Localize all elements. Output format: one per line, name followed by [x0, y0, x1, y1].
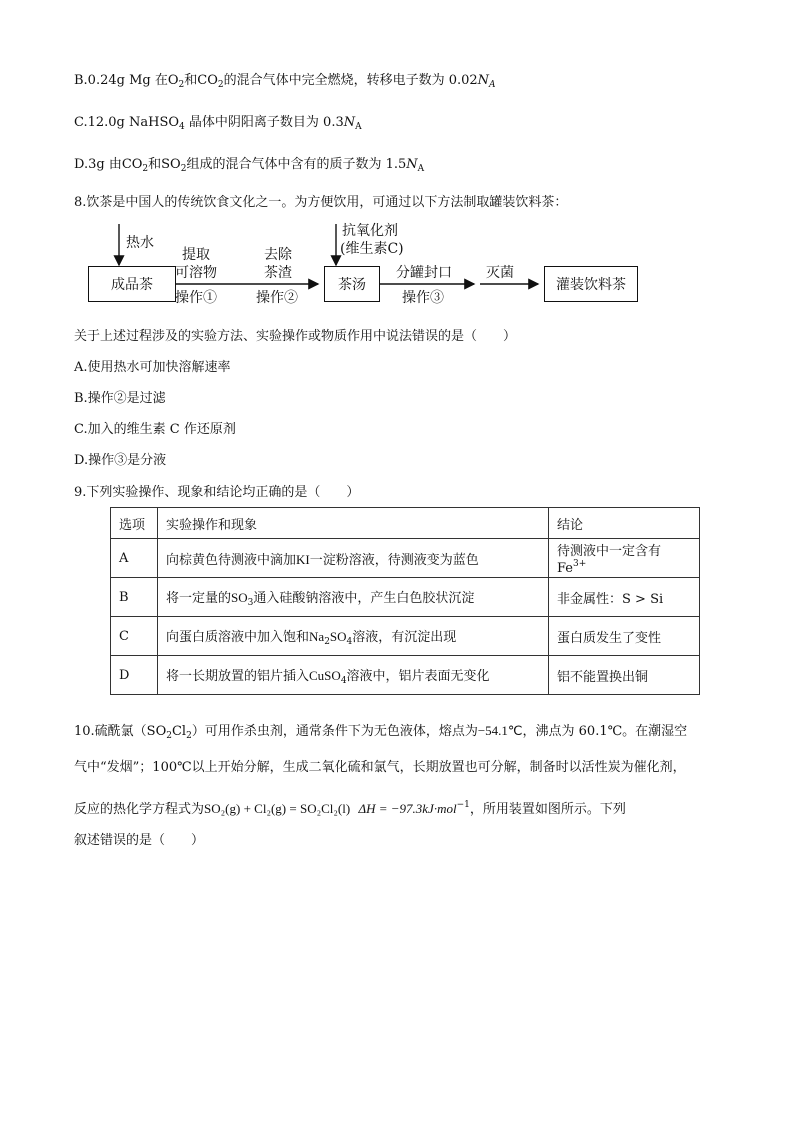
q8-question: 关于上述过程涉及的实验方法、实验操作或物质作用中说法错误的是（ ） [74, 329, 517, 344]
label-soluble: 可溶物 [175, 265, 217, 281]
row-option: A [111, 539, 158, 578]
q10-line-1: 10.硫酰氯$(SO_2Cl_2)$可用作杀虫剂，通常条件下为无色液体，熔点为−54.1℃，沸点为 60.1℃。在潮湿空 [74, 723, 688, 741]
q10-line-4: 叙述错误的是（ ） [74, 833, 205, 848]
q7-option-d: D.3g 由$CO_2$和$SO_2$组成的混合气体中含有的质子数为 $1.5N_A$ [74, 157, 425, 174]
tea-process-diagram [74, 222, 654, 314]
q9-stem: 9.下列实验操作、现象和结论均正确的是（ ） [74, 485, 360, 500]
row-option: D [111, 656, 158, 695]
row-option: C [111, 617, 158, 656]
q8-option-b: B.操作②是过滤 [74, 391, 166, 406]
label-antioxidant: 抗氧化剂 [342, 223, 398, 239]
label-op1: 操作① [175, 290, 217, 306]
row-operation: 向蛋白质溶液中加入饱和$Na_2SO_4$溶液，有沉淀出现 [158, 617, 549, 656]
row-conclusion: 铝不能置换出铜 [549, 656, 700, 695]
row-conclusion: 待测液中一定含有 $Fe^{3+}$ [549, 539, 700, 578]
label-can-seal: 分罐封口 [396, 265, 452, 281]
q8-option-c: C.加入的维生素 C 作还原剂 [74, 422, 236, 437]
q8-stem: 8.饮茶是中国人的传统饮食文化之一。为方便饮用，可通过以下方法制取罐装饮料茶： [74, 195, 568, 210]
box-tea-soup: 茶汤 [324, 266, 380, 302]
label-op3: 操作③ [402, 290, 444, 306]
row-operation: 向棕黄色待测液中滴加KI一淀粉溶液，待测液变为蓝色 [158, 539, 549, 578]
table-header-row [111, 508, 700, 539]
q7-option-c: C.12.0g NaHSO$_4$ 晶体中阴阳离子数目为 $0.3N_A$ [74, 115, 362, 132]
row-operation: 将一定量的$SO_3$通入硅酸钠溶液中，产生白色胶状沉淀 [158, 578, 549, 617]
q10-line-2: 气中“发烟”；100℃以上开始分解，生成二氧化硫和氯气，长期放置也可分解，制备时以活性炭为催化剂， [74, 760, 686, 775]
header-conclusion: 结论 [549, 508, 700, 539]
row-conclusion: 蛋白质发生了变性 [549, 617, 700, 656]
table-row [111, 539, 700, 578]
row-option: B [111, 578, 158, 617]
row-operation: 将一长期放置的铝片插入CuSO$_4$溶液中，铝片表面无变化 [158, 656, 549, 695]
label-tea-residue: 茶渣 [264, 265, 292, 281]
table-row [111, 656, 700, 695]
box-canned-tea: 灌装饮料茶 [544, 266, 638, 302]
table-row [111, 578, 700, 617]
header-option: 选项 [111, 508, 158, 539]
header-operation: 实验操作和现象 [158, 508, 549, 539]
label-vitamin-c: (维生素C) [340, 241, 404, 257]
label-sterilize: 灭菌 [486, 265, 514, 281]
q7-option-b: B.0.24g Mg 在$O_2$和$CO_2$的混合气体中完全燃烧，转移电子数为 $0.02N_A$ [74, 73, 496, 90]
label-hot-water: 热水 [126, 235, 154, 251]
table-row [111, 617, 700, 656]
label-remove: 去除 [264, 247, 292, 263]
q8-option-a: A.使用热水可加快溶解速率 [74, 360, 231, 375]
label-extract: 提取 [182, 247, 210, 263]
experiment-table [110, 507, 700, 695]
label-op2: 操作② [256, 290, 298, 306]
box-finished-tea: 成品茶 [88, 266, 176, 302]
row-conclusion: 非金属性：S > Si [549, 578, 700, 617]
q8-option-d: D.操作③是分液 [74, 453, 167, 468]
q10-line-3: 反应的热化学方程式为SO₂(g) + Cl₂(g) = SO₂Cl₂(l) ΔH = −97.3kJ·mol$^{-1}$，所用装置如图所示。下列 [74, 800, 626, 817]
